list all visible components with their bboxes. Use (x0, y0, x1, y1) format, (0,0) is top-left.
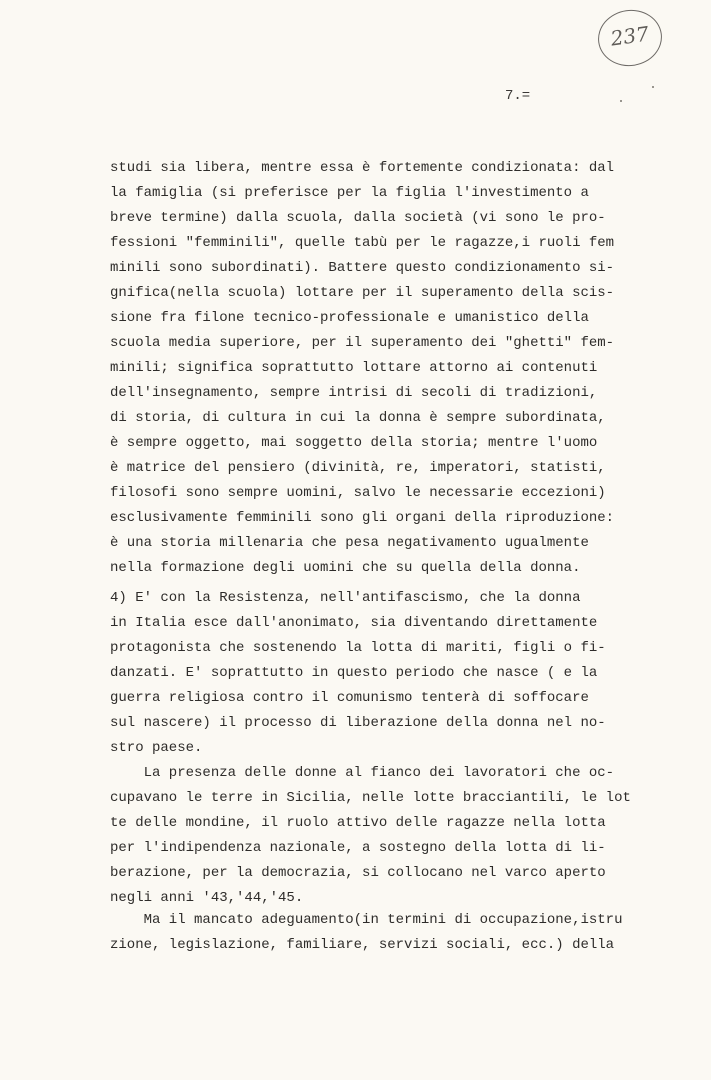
text-line: cupavano le terre in Sicilia, nelle lotte bracciantili, le lot (110, 790, 631, 806)
paper-speck (652, 86, 654, 88)
text-line: nella formazione degli uomini che su quella della donna. (110, 560, 581, 576)
text-line: fessioni "femminili", quelle tabù per le ragazze,i ruoli fem (110, 235, 615, 251)
text-line: in Italia esce dall'anonimato, sia diventando direttamente (110, 615, 598, 631)
text-line: scuola media superiore, per il superamento dei "ghetti" fem- (110, 335, 615, 351)
text-line: filosofi sono sempre uomini, salvo le necessarie eccezioni) (110, 485, 606, 501)
paper-speck (620, 100, 622, 102)
text-line: danzati. E' soprattutto in questo periodo che nasce ( e la (110, 665, 598, 681)
text-line: studi sia libera, mentre essa è fortemente condizionata: dal (110, 160, 615, 176)
text-line: La presenza delle donne al fianco dei lavoratori che oc- (110, 765, 615, 781)
text-line: minili sono subordinati). Battere questo condizionamento si- (110, 260, 615, 276)
text-line: guerra religiosa contro il comunismo tenterà di soffocare (110, 690, 589, 706)
text-line: 4) E' con la Resistenza, nell'antifascismo, che la donna (110, 590, 581, 606)
text-line: breve termine) dalla scuola, dalla società (vi sono le pro- (110, 210, 606, 226)
text-line: berazione, per la democrazia, si collocano nel varco aperto (110, 865, 606, 881)
text-line: sul nascere) il processo di liberazione della donna nel no- (110, 715, 606, 731)
text-line: dell'insegnamento, sempre intrisi di secoli di tradizioni, (110, 385, 598, 401)
text-line: sione fra filone tecnico-professionale e umanistico della (110, 310, 589, 326)
text-line: è sempre oggetto, mai soggetto della storia; mentre l'uomo (110, 435, 598, 451)
text-line: di storia, di cultura in cui la donna è sempre subordinata, (110, 410, 606, 426)
text-line: negli anni '43,'44,'45. (110, 890, 304, 906)
text-line: zione, legislazione, familiare, servizi sociali, ecc.) della (110, 937, 615, 953)
text-line: minili; significa soprattutto lottare attorno ai contenuti (110, 360, 598, 376)
archive-stamp (594, 6, 665, 70)
text-line: per l'indipendenza nazionale, a sostegno della lotta di li- (110, 840, 606, 856)
text-line: la famiglia (si preferisce per la figlia l'investimento a (110, 185, 589, 201)
archive-number: 237 (609, 21, 651, 51)
text-line: gnifica(nella scuola) lottare per il superamento della scis- (110, 285, 615, 301)
text-line: protagonista che sostenendo la lotta di mariti, figli o fi- (110, 640, 606, 656)
page-number: 7.= (505, 88, 531, 104)
text-line: Ma il mancato adeguamento(in termini di occupazione,istru (110, 912, 623, 928)
text-line: esclusivamente femminili sono gli organi della riproduzione: (110, 510, 615, 526)
text-line: è matrice del pensiero (divinità, re, imperatori, statisti, (110, 460, 606, 476)
text-line: te delle mondine, il ruolo attivo delle ragazze nella lotta (110, 815, 606, 831)
text-line: è una storia millenaria che pesa negativamento ugualmente (110, 535, 589, 551)
text-line: stro paese. (110, 740, 203, 756)
